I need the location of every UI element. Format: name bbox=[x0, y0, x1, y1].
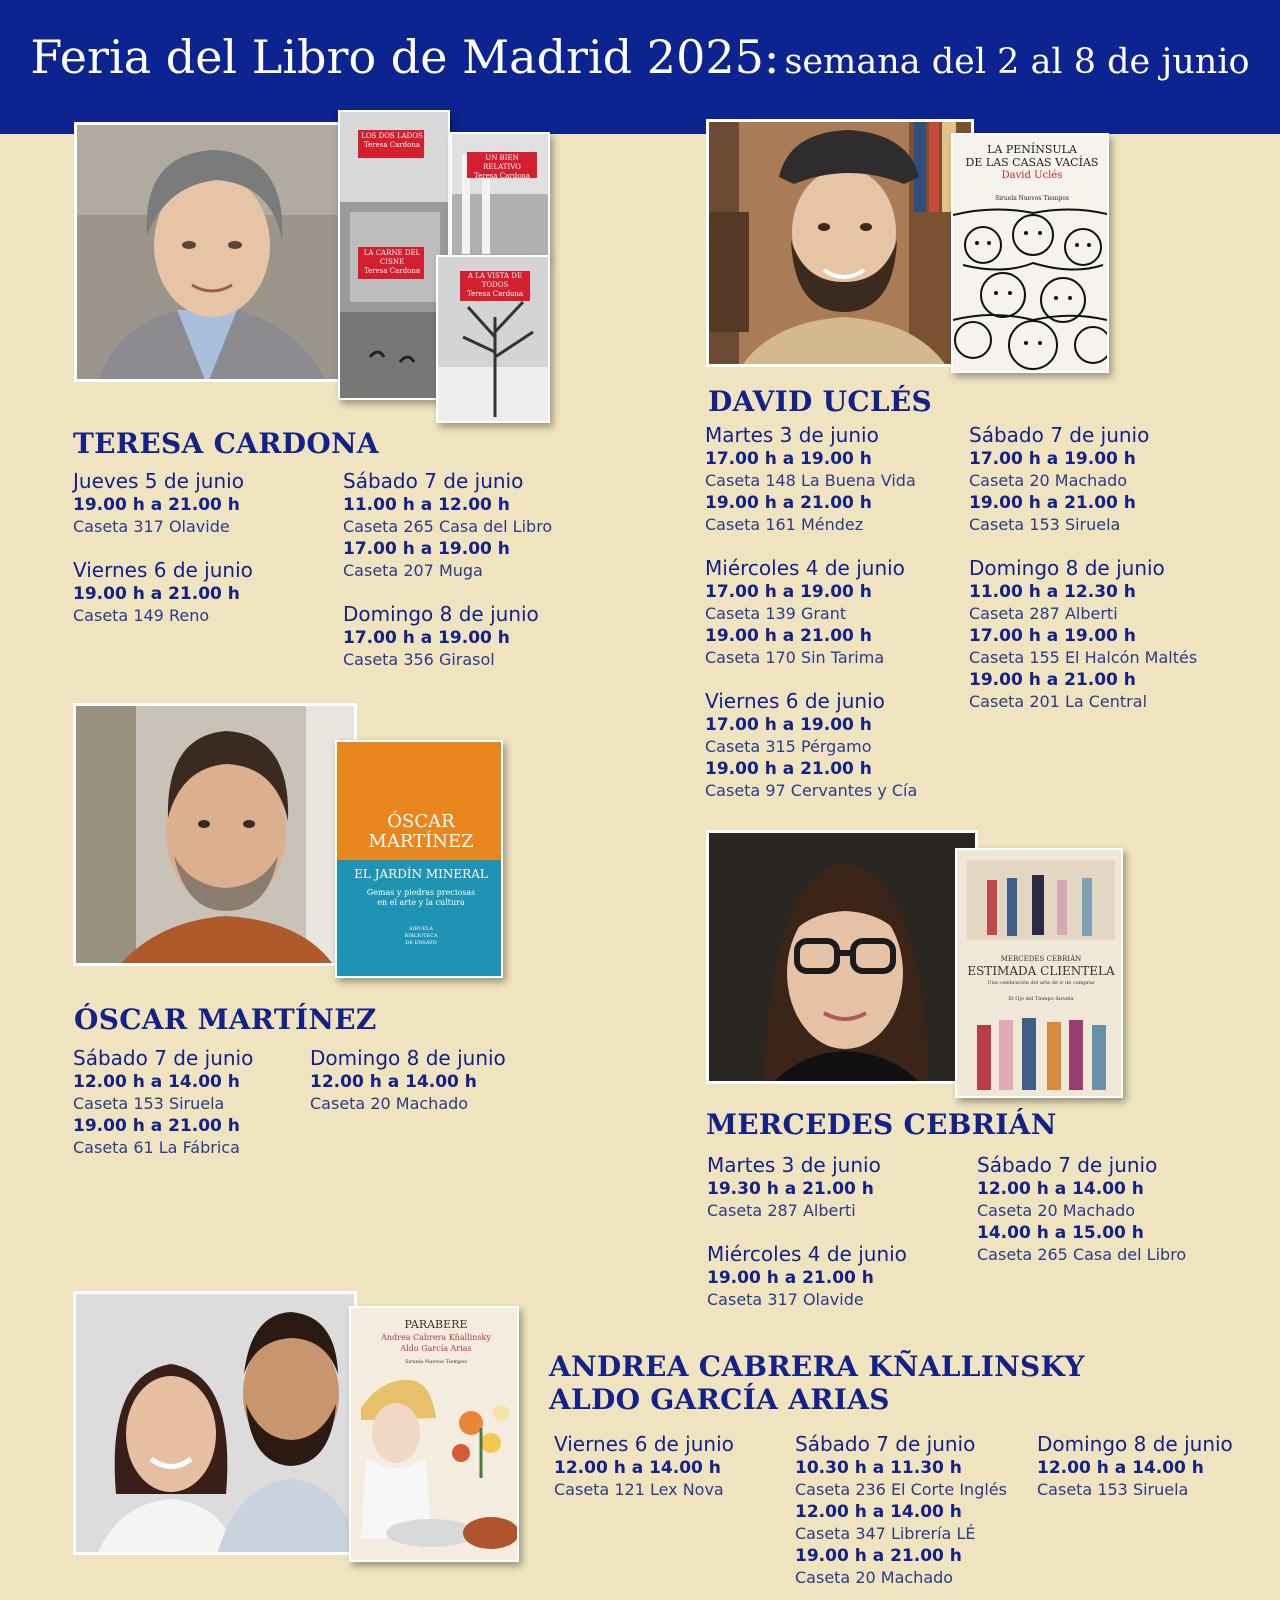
schedule-day: Miércoles 4 de junio bbox=[707, 1242, 907, 1266]
page-title-sub: semana del 2 al 8 de junio bbox=[784, 42, 1250, 82]
schedule-teresa-col1 bbox=[73, 469, 323, 627]
schedule-day-block bbox=[310, 1046, 560, 1115]
schedule-day-block bbox=[73, 558, 323, 627]
schedule-day-block bbox=[343, 469, 593, 582]
schedule-time: 19.00 h a 21.00 h bbox=[795, 1546, 962, 1566]
schedule-time: 17.00 h a 19.00 h bbox=[705, 715, 872, 735]
schedule-day: Miércoles 4 de junio bbox=[705, 556, 905, 580]
schedule-time: 19.00 h a 21.00 h bbox=[705, 626, 872, 646]
book-author-line2: MARTÍNEZ bbox=[368, 831, 474, 852]
schedule-andrea-col3 bbox=[1037, 1432, 1280, 1501]
schedule-place: Caseta 265 Casa del Libro bbox=[343, 517, 553, 536]
author-name-mercedes-cebrian: MERCEDES CEBRIÁN bbox=[706, 1108, 1057, 1141]
schedule-day-block bbox=[707, 1153, 957, 1222]
schedule-day-block bbox=[977, 1153, 1227, 1266]
schedule-day: Domingo 8 de junio bbox=[969, 556, 1165, 580]
author-photo-teresa-cardona bbox=[74, 122, 342, 382]
schedule-day: Viernes 6 de junio bbox=[554, 1432, 734, 1456]
schedule-day-block bbox=[705, 423, 955, 536]
schedule-place: Caseta 317 Olavide bbox=[73, 517, 230, 536]
book-title: ESTIMADA CLIENTELA bbox=[967, 964, 1115, 978]
book-author: Teresa Cardona bbox=[364, 141, 420, 149]
schedule-place: Caseta 153 Siruela bbox=[1037, 1480, 1189, 1499]
page-title-main: Feria del Libro de Madrid 2025: bbox=[30, 30, 780, 84]
book-subtitle-line1: Gemas y piedras preciosas bbox=[366, 888, 476, 897]
book-cover-un-bien-relativo bbox=[450, 132, 550, 257]
book-title: EL JARDÍN MINERAL bbox=[354, 867, 488, 881]
book-title-line2: DE LAS CASAS VACÍAS bbox=[965, 156, 1099, 169]
book-publisher: DE ENSAYO bbox=[405, 940, 437, 946]
schedule-time: 11.00 h a 12.30 h bbox=[969, 582, 1136, 602]
schedule-day-block bbox=[705, 689, 955, 802]
book-publisher: El Ojo del Tiempo Siruela bbox=[1008, 996, 1074, 1002]
schedule-place: Caseta 236 El Corte Inglés bbox=[795, 1480, 1007, 1499]
book-subtitle-line2: en el arte y la cultura bbox=[377, 898, 465, 907]
book-title: LOS DOS LADOS bbox=[361, 132, 423, 140]
book-cover-a-la-vista-de-todos bbox=[436, 255, 550, 423]
schedule-place: Caseta 121 Lex Nova bbox=[554, 1480, 724, 1499]
book-author: David Uclés bbox=[1001, 170, 1063, 181]
schedule-place: Caseta 20 Machado bbox=[969, 471, 1128, 490]
schedule-mercedes-col1 bbox=[707, 1153, 957, 1311]
schedule-place: Caseta 347 Librería LÉ bbox=[795, 1524, 976, 1543]
schedule-place: Caseta 139 Grant bbox=[705, 604, 847, 623]
book-author-line1: ÓSCAR bbox=[387, 811, 455, 832]
schedule-day-block bbox=[554, 1432, 804, 1501]
schedule-place: Caseta 201 La Central bbox=[969, 692, 1148, 711]
schedule-place: Caseta 207 Muga bbox=[343, 561, 483, 580]
author-name-aldo-garcia: ALDO GARCÍA ARIAS bbox=[549, 1383, 890, 1416]
schedule-oscar-col2 bbox=[310, 1046, 560, 1115]
book-title-line1: LA PENÍNSULA bbox=[987, 143, 1077, 156]
author-name-david-ucles: DAVID UCLÉS bbox=[708, 385, 933, 418]
schedule-day: Sábado 7 de junio bbox=[795, 1432, 976, 1456]
schedule-day-block bbox=[707, 1242, 957, 1311]
schedule-time: 11.00 h a 12.00 h bbox=[343, 495, 510, 515]
schedule-place: Caseta 153 Siruela bbox=[969, 515, 1121, 534]
schedule-day: Domingo 8 de junio bbox=[310, 1046, 506, 1070]
schedule-place: Caseta 356 Girasol bbox=[343, 650, 495, 669]
book-publisher: SIRUELA bbox=[409, 926, 433, 932]
schedule-david-col1 bbox=[705, 423, 955, 802]
schedule-time: 19.00 h a 21.00 h bbox=[705, 759, 872, 779]
schedule-place: Caseta 148 La Buena Vida bbox=[705, 471, 916, 490]
page-title bbox=[0, 30, 1280, 84]
schedule-place: Caseta 20 Machado bbox=[977, 1201, 1136, 1220]
schedule-day-block bbox=[705, 556, 955, 669]
book-publisher: Siruela Nuevos Tiempos bbox=[994, 195, 1070, 202]
book-publisher: BIBLIOTECA bbox=[404, 933, 438, 939]
schedule-time: 17.00 h a 19.00 h bbox=[969, 449, 1136, 469]
schedule-place: Caseta 265 Casa del Libro bbox=[977, 1245, 1187, 1264]
schedule-day-block bbox=[969, 423, 1219, 536]
schedule-place: Caseta 149 Reno bbox=[73, 606, 210, 625]
schedule-time: 17.00 h a 19.00 h bbox=[705, 582, 872, 602]
schedule-time: 17.00 h a 19.00 h bbox=[705, 449, 872, 469]
book-author: Teresa Cardona bbox=[467, 290, 523, 298]
schedule-time: 19.00 h a 21.00 h bbox=[707, 1268, 874, 1288]
schedule-andrea-col1 bbox=[554, 1432, 804, 1501]
schedule-andrea-col2 bbox=[795, 1432, 1045, 1589]
schedule-time: 14.00 h a 15.00 h bbox=[977, 1223, 1144, 1243]
book-title: PARABERE bbox=[404, 1318, 468, 1331]
schedule-place: Caseta 20 Machado bbox=[310, 1094, 469, 1113]
author-photo-mercedes-cebrian bbox=[706, 830, 978, 1084]
schedule-day: Sábado 7 de junio bbox=[969, 423, 1150, 447]
book-author: Teresa Cardona bbox=[364, 267, 420, 275]
schedule-place: Caseta 315 Pérgamo bbox=[705, 737, 872, 756]
schedule-place: Caseta 153 Siruela bbox=[73, 1094, 225, 1113]
schedule-day: Jueves 5 de junio bbox=[73, 469, 244, 493]
schedule-day-block bbox=[795, 1432, 1045, 1589]
author-name-teresa-cardona: TERESA CARDONA bbox=[73, 427, 379, 460]
schedule-time: 19.00 h a 21.00 h bbox=[73, 1116, 240, 1136]
schedule-day-block bbox=[969, 556, 1219, 713]
schedule-place: Caseta 170 Sin Tarima bbox=[705, 648, 885, 667]
schedule-time: 12.00 h a 14.00 h bbox=[1037, 1458, 1204, 1478]
author-photo-oscar-martinez bbox=[73, 703, 357, 966]
book-publisher: Siruela Nuevos Tiempos bbox=[405, 1359, 467, 1365]
schedule-time: 12.00 h a 14.00 h bbox=[73, 1072, 240, 1092]
schedule-time: 19.30 h a 21.00 h bbox=[707, 1179, 874, 1199]
book-cover-parabere bbox=[349, 1306, 519, 1562]
schedule-time: 12.00 h a 14.00 h bbox=[795, 1502, 962, 1522]
schedule-day-block bbox=[73, 1046, 323, 1159]
book-author: Teresa Cardona bbox=[474, 172, 530, 180]
schedule-time: 19.00 h a 21.00 h bbox=[969, 670, 1136, 690]
header-banner bbox=[0, 0, 1280, 134]
book-author-line2: Aldo García Arias bbox=[400, 1344, 472, 1353]
book-author: MERCEDES CEBRIÁN bbox=[1000, 955, 1082, 963]
schedule-teresa-col2 bbox=[343, 469, 593, 671]
book-title: A LA VISTA DE TODOS bbox=[467, 272, 523, 289]
schedule-david-col2 bbox=[969, 423, 1219, 713]
schedule-place: Caseta 287 Alberti bbox=[969, 604, 1118, 623]
schedule-time: 10.30 h a 11.30 h bbox=[795, 1458, 962, 1478]
schedule-place: Caseta 20 Machado bbox=[795, 1568, 954, 1587]
schedule-day-block bbox=[1037, 1432, 1280, 1501]
schedule-day: Domingo 8 de junio bbox=[1037, 1432, 1233, 1456]
author-photo-david-ucles bbox=[706, 119, 974, 367]
book-cover-el-jardin-mineral bbox=[335, 740, 503, 978]
schedule-place: Caseta 317 Olavide bbox=[707, 1290, 864, 1309]
schedule-time: 12.00 h a 14.00 h bbox=[310, 1072, 477, 1092]
schedule-place: Caseta 155 El Halcón Maltés bbox=[969, 648, 1198, 667]
schedule-time: 19.00 h a 21.00 h bbox=[73, 584, 240, 604]
schedule-day: Sábado 7 de junio bbox=[73, 1046, 254, 1070]
schedule-day: Martes 3 de junio bbox=[705, 423, 879, 447]
book-title: LA CARNE DEL CISNE bbox=[363, 249, 421, 266]
book-cover-la-peninsula bbox=[951, 133, 1109, 373]
schedule-day-block bbox=[343, 602, 593, 671]
author-name-andrea-cabrera: ANDREA CABRERA KÑALLINSKY bbox=[549, 1350, 1085, 1383]
schedule-time: 12.00 h a 14.00 h bbox=[977, 1179, 1144, 1199]
schedule-place: Caseta 61 La Fábrica bbox=[73, 1138, 240, 1157]
schedule-time: 19.00 h a 21.00 h bbox=[969, 493, 1136, 513]
schedule-time: 17.00 h a 19.00 h bbox=[343, 628, 510, 648]
book-author-line1: Andrea Cabrera Kñallinsky bbox=[381, 1333, 491, 1342]
schedule-time: 19.00 h a 21.00 h bbox=[705, 493, 872, 513]
schedule-time: 17.00 h a 19.00 h bbox=[969, 626, 1136, 646]
author-photo-andrea-aldo bbox=[73, 1291, 357, 1555]
schedule-day: Sábado 7 de junio bbox=[343, 469, 524, 493]
schedule-time: 17.00 h a 19.00 h bbox=[343, 539, 510, 559]
schedule-place: Caseta 287 Alberti bbox=[707, 1201, 856, 1220]
book-title: UN BIEN RELATIVO bbox=[483, 154, 521, 171]
book-cover-los-dos-lados bbox=[338, 110, 450, 400]
schedule-day-block bbox=[73, 469, 323, 538]
book-cover-estimada-clientela bbox=[955, 848, 1123, 1098]
schedule-day: Domingo 8 de junio bbox=[343, 602, 539, 626]
schedule-mercedes-col2 bbox=[977, 1153, 1227, 1266]
book-subtitle: Una celebración del arte de ir de compras bbox=[987, 980, 1095, 986]
schedule-day: Sábado 7 de junio bbox=[977, 1153, 1158, 1177]
schedule-time: 19.00 h a 21.00 h bbox=[73, 495, 240, 515]
schedule-day: Viernes 6 de junio bbox=[705, 689, 885, 713]
schedule-day: Viernes 6 de junio bbox=[73, 558, 253, 582]
schedule-place: Caseta 97 Cervantes y Cía bbox=[705, 781, 918, 800]
schedule-time: 12.00 h a 14.00 h bbox=[554, 1458, 721, 1478]
schedule-place: Caseta 161 Méndez bbox=[705, 515, 864, 534]
author-name-oscar-martinez: ÓSCAR MARTÍNEZ bbox=[74, 1003, 377, 1036]
schedule-oscar-col1 bbox=[73, 1046, 323, 1159]
schedule-day: Martes 3 de junio bbox=[707, 1153, 881, 1177]
